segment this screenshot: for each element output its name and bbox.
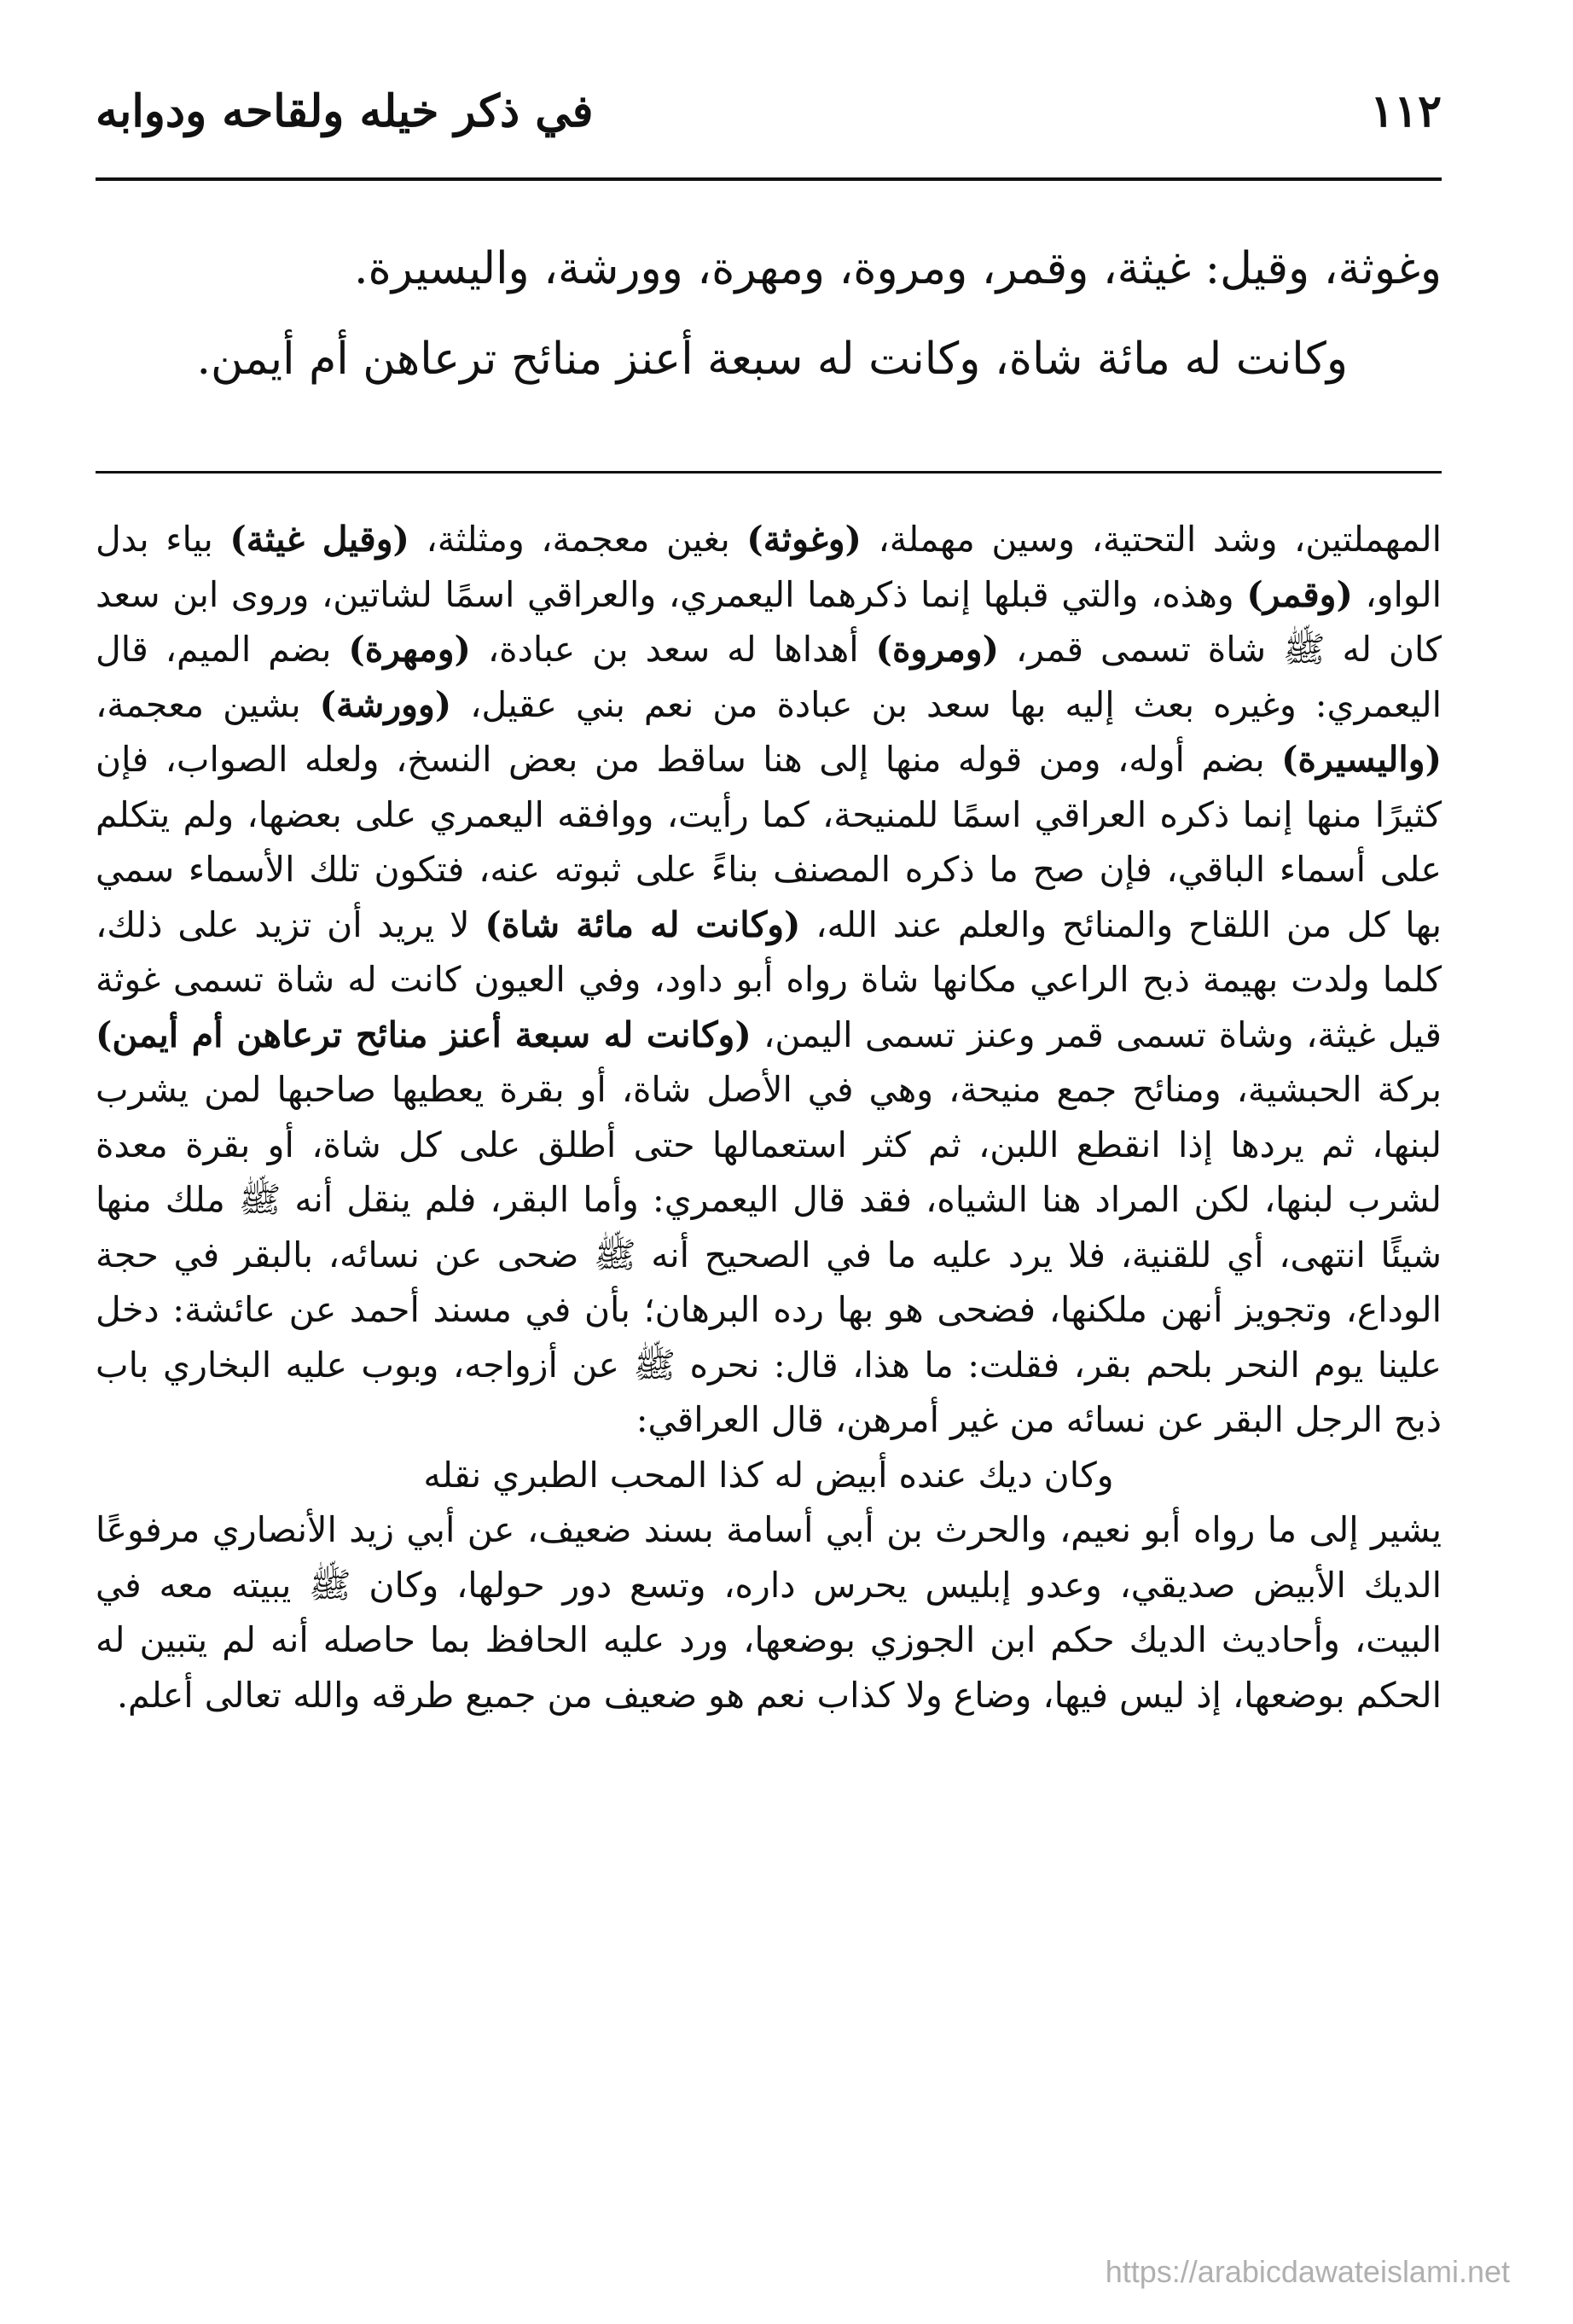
commentary-text: بركة الحبشية، ومنائح جمع منيحة، وهي في الأصل شاة، أو بقرة يعطيها صاحبها لمن يشرب لبنها، ثم يردها إذا انقطع اللبن، ثم كثر استعمالها حتى أطلق على كل شاة، أو بقرة معدة لشرب لبنها، لكن المراد هنا الشياه، فقد قال اليعمري: وأما البقر، فلم ينقل أنه ﷺ ملك منها شيئًا انتهى، أي للقنية، فلا يرد عليه ما في الصحيح أنه ﷺ ضحى عن نسائه، بالبقر في حجة الوداع، وتجويز أنهن ملكنها، فضحى هو بها رده البرهان؛ بأن في مسند أحمد عن عائشة: دخل علينا يوم النحر بلحم بقر، فقلت: ما هذا، قال: نحره ﷺ عن أزواجه، وبوب عليه البخاري باب ذبح الرجل البقر عن نسائه من غير أمرهن، قال العراقي: <box>96 1069 1442 1440</box>
lemma: (وورشة) <box>319 683 452 725</box>
commentary-paragraph-1 <box>96 512 1442 1448</box>
main-text <box>96 224 1442 404</box>
lemma: (وقيل غيثة) <box>229 519 409 560</box>
commentary-text: بياء بدل الواو، <box>96 519 1442 615</box>
commentary-text: لا يريد أن تزيد على ذلك، كلما ولدت بهيمة ذبح الراعي مكانها شاة رواه أبو داود، وفي العيون كانت له شاة تسمى غوثة قيل غيثة، وشاة تسمى قمر وعنز تسمى اليمن، <box>96 903 1442 1055</box>
commentary-text: بضم أوله، ومن قوله منها إلى هنا ساقط من بعض النسخ، ولعله الصواب، فإن كثيرًا منها إنما ذكره العراقي اسمًا للمنيحة، كما رأيت، ووافقه اليعمري على بعضها، ولم يتكلم على أسماء الباقي، فإن صح ما ذكره المصنف بناءً على ثبوته عنه، فتكون تلك الأسماء سمي بها كل من اللقاح والمنائح والعلم عند الله، <box>96 739 1442 945</box>
commentary-text: وهذه، والتي قبلها إنما ذكرهما اليعمري، والعراقي اسمًا لشاتين، وروى ابن سعد كان له ﷺ شاة تسمى قمر، <box>96 573 1442 670</box>
commentary <box>96 512 1442 1723</box>
commentary-text: بشين معجمة، <box>96 683 320 725</box>
lemma: (وقمر) <box>1246 573 1353 615</box>
main-line-1: وغوثة، وقيل: غيثة، وقمر، ومروة، ومهرة، وورشة، واليسيرة. <box>354 243 1442 294</box>
commentary-paragraph-2: يشير إلى ما رواه أبو نعيم، والحرث بن أبي أسامة بسند ضعيف، عن أبي زيد الأنصاري مرفوعًا الديك الأبيض صديقي، وعدو إبليس يحرس داره، وتسع دور حولها، وكان ﷺ يبيته معه في البيت، وأحاديث الديك حكم ابن الجوزي بوضعها، ورد عليه الحافظ بما حاصله أنه لم يتبين له الحكم بوضعها، إذ ليس فيها، وضاع ولا كذاب نعم هو ضعيف من جميع طرقه والله تعالى أعلم. <box>96 1509 1442 1716</box>
commentary-text: أهداها له سعد بن عبادة، <box>470 629 876 670</box>
lemma: (ومهرة) <box>348 629 471 670</box>
footnote-rule <box>96 471 1442 474</box>
commentary-text: المهملتين، وشد التحتية، وسين مهملة، <box>861 519 1442 560</box>
running-title: في ذكر خيله ولقاحه ودوابه <box>96 85 594 137</box>
poetry-verse: وكان ديك عنده أبيض له كذا المحب الطبري نقله <box>423 1454 1114 1496</box>
lemma: (وكانت له سبعة أعنز منائح ترعاهن أم أيمن) <box>96 1014 752 1055</box>
lemma: (وغوثة) <box>746 519 862 560</box>
lemma: (ومروة) <box>875 629 1000 670</box>
commentary-text: بضم الميم، قال اليعمري: وغيره بعث إليه بها سعد بن عبادة من نعم بني عقيل، <box>96 629 1442 725</box>
lemma: (وكانت له مائة شاة) <box>485 903 801 945</box>
commentary-text: بغين معجمة، ومثلثة، <box>409 519 747 560</box>
main-line-2: وكانت له مائة شاة، وكانت له سبعة أعنز منائح ترعاهن أم أيمن. <box>196 334 1348 385</box>
page-number: ١١٢ <box>1370 85 1442 137</box>
page-header <box>96 78 1442 164</box>
watermark-url: https://arabicdawateislami.net <box>1105 2254 1510 2289</box>
header-rule <box>96 177 1442 181</box>
lemma: (واليسيرة) <box>1281 739 1442 780</box>
